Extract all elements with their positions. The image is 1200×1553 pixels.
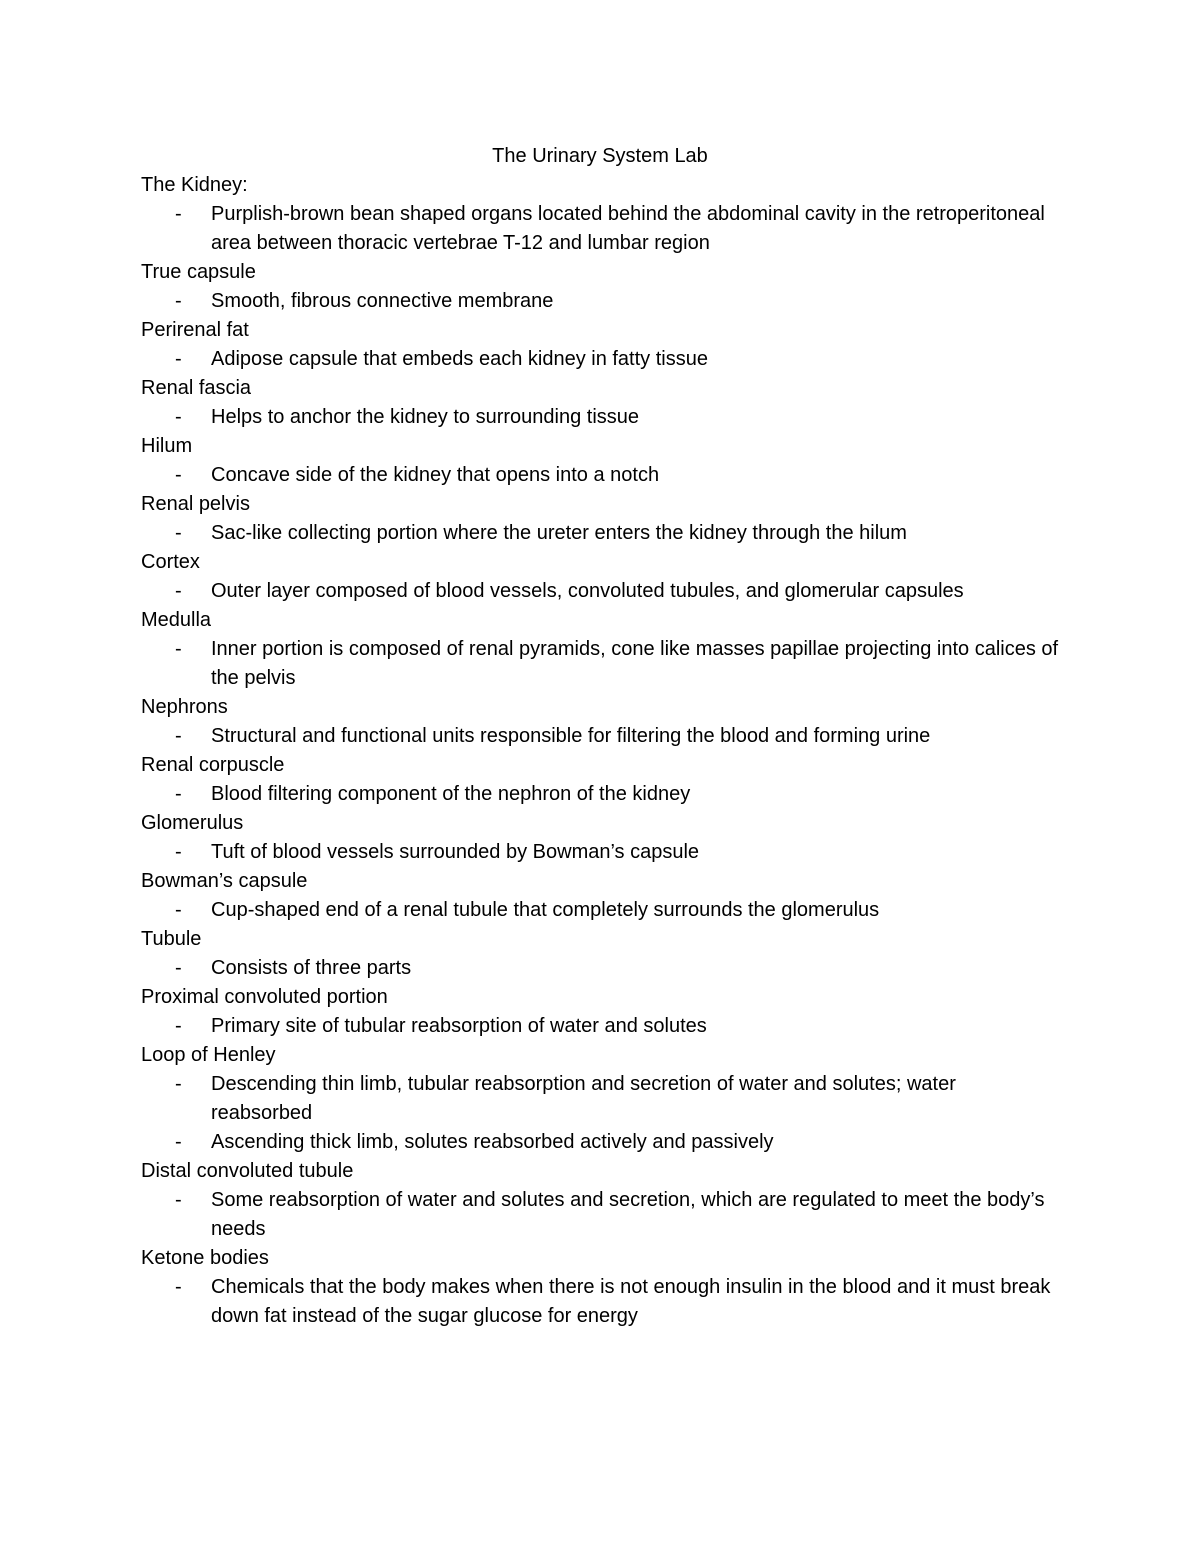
definition-bullet	[141, 838, 1061, 867]
definition-text: Tuft of blood vessels surrounded by Bowman’s capsule	[211, 841, 700, 863]
definition-bullet	[141, 1128, 1061, 1157]
bullet-dash: -	[175, 1131, 182, 1153]
definition-text: Inner portion is composed of renal pyramids, cone like masses papillae projecting into calices of the pelvis	[211, 638, 1059, 689]
definition-bullet	[141, 403, 1061, 432]
term-heading: Renal pelvis	[141, 493, 250, 515]
definition-text: Sac-like collecting portion where the ureter enters the kidney through the hilum	[211, 522, 907, 544]
bullet-dash: -	[175, 203, 182, 225]
term-heading: True capsule	[141, 261, 256, 283]
definition-bullet	[141, 461, 1061, 490]
bullet-dash: -	[175, 406, 182, 428]
term-heading: The Kidney:	[141, 174, 248, 196]
definition-bullet	[141, 200, 1061, 258]
term-heading: Bowman’s capsule	[141, 870, 308, 892]
bullet-dash: -	[175, 464, 182, 486]
definition-bullet	[141, 780, 1061, 809]
term-heading: Hilum	[141, 435, 193, 457]
definition-bullet	[141, 577, 1061, 606]
term-heading: Perirenal fat	[141, 319, 249, 341]
definition-text: Primary site of tubular reabsorption of water and solutes	[211, 1015, 707, 1037]
term-heading: Cortex	[141, 551, 200, 573]
definition-text: Blood filtering component of the nephron of the kidney	[211, 783, 691, 805]
definition-text: Cup-shaped end of a renal tubule that completely surrounds the glomerulus	[211, 899, 880, 921]
definition-text: Consists of three parts	[211, 957, 412, 979]
definition-text: Adipose capsule that embeds each kidney in fatty tissue	[211, 348, 708, 370]
bullet-dash: -	[175, 638, 182, 660]
bullet-dash: -	[175, 725, 182, 747]
term-heading: Distal convoluted tubule	[141, 1160, 354, 1182]
definition-bullet	[141, 1273, 1061, 1331]
bullet-dash: -	[175, 1015, 182, 1037]
definition-bullet	[141, 287, 1061, 316]
definition-text: Helps to anchor the kidney to surrounding tissue	[211, 406, 640, 428]
document-title: The Urinary System Lab	[492, 145, 708, 167]
term-heading: Renal corpuscle	[141, 754, 285, 776]
bullet-dash: -	[175, 348, 182, 370]
definition-bullet	[141, 954, 1061, 983]
definition-text: Purplish-brown bean shaped organs located behind the abdominal cavity in the retroperitoneal area between thoracic vertebrae T-12 and lumbar region	[211, 203, 1045, 254]
definition-bullet	[141, 1186, 1061, 1244]
term-heading: Renal fascia	[141, 377, 252, 399]
definition-bullet	[141, 896, 1061, 925]
definition-bullet	[141, 722, 1061, 751]
definition-bullet	[141, 1070, 1061, 1128]
bullet-dash: -	[175, 522, 182, 544]
definition-bullet	[141, 1012, 1061, 1041]
bullet-dash: -	[175, 1073, 182, 1095]
bullet-dash: -	[175, 580, 182, 602]
bullet-dash: -	[175, 841, 182, 863]
term-heading: Proximal convoluted portion	[141, 986, 388, 1008]
definition-text: Outer layer composed of blood vessels, convoluted tubules, and glomerular capsules	[211, 580, 964, 602]
definition-text: Descending thin limb, tubular reabsorption and secretion of water and solutes; water reabsorbed	[211, 1073, 956, 1124]
term-heading: Tubule	[141, 928, 202, 950]
definition-text: Ascending thick limb, solutes reabsorbed actively and passively	[211, 1131, 774, 1153]
definition-text: Smooth, fibrous connective membrane	[211, 290, 554, 312]
bullet-dash: -	[175, 957, 182, 979]
definition-bullet	[141, 519, 1061, 548]
bullet-dash: -	[175, 290, 182, 312]
definition-text: Structural and functional units responsible for filtering the blood and forming urine	[211, 725, 931, 747]
bullet-dash: -	[175, 1276, 182, 1298]
definition-text: Some reabsorption of water and solutes and secretion, which are regulated to meet the body’s needs	[211, 1189, 1045, 1240]
term-heading: Nephrons	[141, 696, 228, 718]
term-heading: Glomerulus	[141, 812, 244, 834]
bullet-dash: -	[175, 899, 182, 921]
term-heading: Loop of Henley	[141, 1044, 276, 1066]
bullet-dash: -	[175, 783, 182, 805]
term-heading: Medulla	[141, 609, 212, 631]
term-heading: Ketone bodies	[141, 1247, 269, 1269]
definition-text: Chemicals that the body makes when there is not enough insulin in the blood and it must break down fat instead of the sugar glucose for energy	[211, 1276, 1051, 1327]
definition-text: Concave side of the kidney that opens into a notch	[211, 464, 660, 486]
document-body	[141, 171, 1061, 1331]
definition-bullet	[141, 345, 1061, 374]
definition-bullet	[141, 635, 1061, 693]
bullet-dash: -	[175, 1189, 182, 1211]
